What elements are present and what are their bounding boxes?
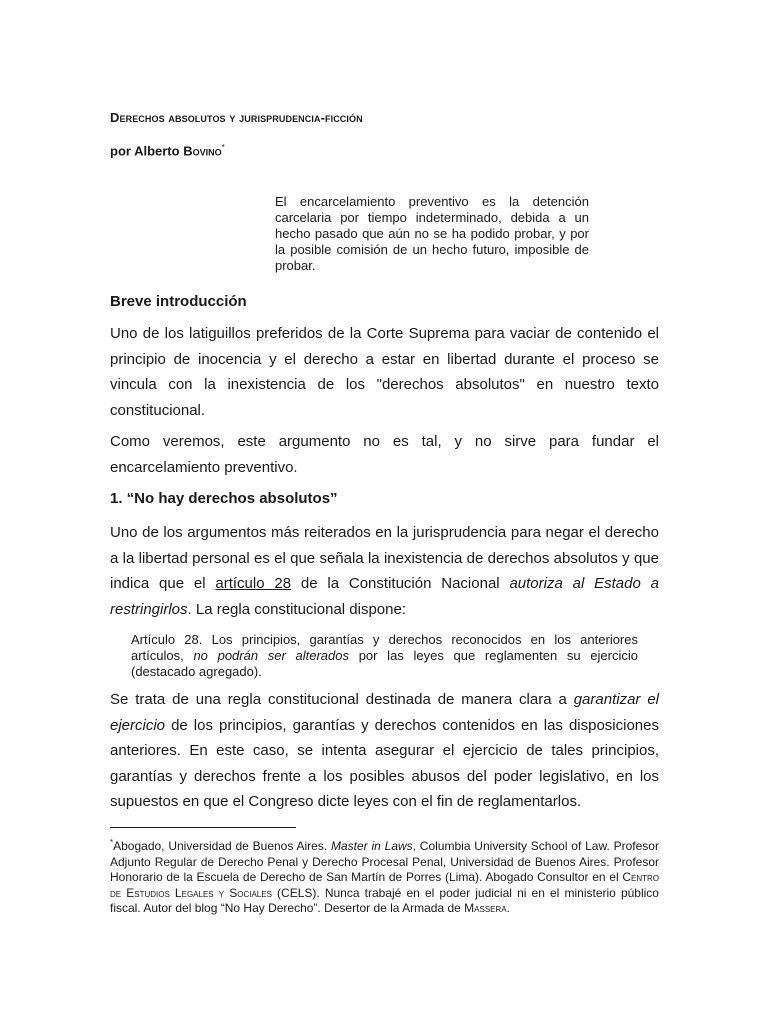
quote-text-b: por las leyes que reglamenten su ejercicio (destacado agregado).: [131, 648, 638, 679]
footnote-separator: [110, 827, 296, 828]
author-byline: [110, 143, 225, 158]
author-surname: Bovino: [183, 143, 222, 159]
section-1-paragraph-1: [110, 520, 659, 622]
document-title: Derechos absolutos y jurisprudencia-ficción: [110, 110, 363, 125]
author-prefix: por Alberto: [110, 143, 184, 159]
fn-text-d: .: [506, 901, 510, 915]
fn-text-c: (CELS). Nunca trabajé en el poder judicial ni en el ministerio público fiscal. Autor del blog “No Hay Derecho”. Desertor de la Armada de: [110, 885, 659, 915]
quote-text-a: Artículo 28. Los principios, garantías y derechos reconocidos en los anteriores artículos,: [131, 632, 638, 663]
author-footnote-mark[interactable]: *: [221, 143, 225, 152]
footnote-mark: *: [110, 838, 114, 847]
fn-text-a: Abogado, Universidad de Buenos Aires.: [113, 839, 331, 853]
intro-paragraph-2: Como veremos, este argumento no es tal, y no sirve para fundar el encarcelamiento preventivo.: [110, 433, 659, 476]
s1-p1-text-c: . La regla constitucional dispone:: [187, 600, 407, 618]
footnote: [110, 835, 659, 917]
fn-smallcaps-massera: Massera: [464, 901, 507, 915]
quote-emphasis: no podrán ser alterados: [193, 648, 349, 663]
s1-p2-text-b: de los principios, garantías y derechos contenidos en las disposiciones anteriores. En este caso, se intenta asegurar el ejercicio de tales principios, garantías y derechos frente a los posibles abusos del poder legislativo, en los supuestos en que el Congreso dicte leyes con el fin de reglamentarlos.: [110, 716, 659, 810]
s1-p2-emphasis: garantizar el ejercicio: [110, 691, 659, 734]
epigraph: El encarcelamiento preventivo es la detención carcelaria por tiempo indeterminado, debida a un hecho pasado que aún no se ha podido probar, y por la posible comisión de un hecho futuro, imposible de probar.: [275, 194, 589, 273]
fn-text-b: , Columbia University School of Law. Profesor Adjunto Regular de Derecho Penal y Derecho Procesal Penal, Universidad de Buenos Aires. Profesor Honorario de la Escuela de Derecho de San Martín de Porres (Lima). Abogado Consultor en el: [110, 839, 659, 884]
fn-emphasis: Master in Laws: [331, 839, 413, 853]
section-1-heading: 1. “No hay derechos absolutos”: [110, 490, 338, 507]
s1-p2-text-a: Se trata de una regla constitucional destinada de manera clara a: [110, 691, 574, 708]
article-28-link[interactable]: artículo 28: [215, 575, 292, 592]
section-1-paragraph-2: [110, 687, 659, 815]
intro-heading: Breve introducción: [110, 293, 247, 310]
fn-smallcaps-cels: Centro de Estudios Legales y Sociales: [110, 870, 659, 900]
s1-p1-text-a: Uno de los argumentos más reiterados en la jurisprudencia para negar el derecho a la libertad personal es el que señala la inexistencia de derechos absolutos y que indica que el: [110, 524, 659, 592]
s1-p1-text-b: de la Constitución Nacional: [291, 575, 510, 592]
article-28-quote: [131, 632, 638, 680]
intro-paragraph-1: Uno de los latiguillos preferidos de la Corte Suprema para vaciar de contenido el principio de inocencia y el derecho a estar en libertad durante el proceso se vincula con la inexistencia de los "derechos absolutos" en nuestro texto constitucional.: [110, 325, 659, 419]
s1-p1-emphasis: autoriza al Estado a restringirlos: [110, 575, 659, 618]
